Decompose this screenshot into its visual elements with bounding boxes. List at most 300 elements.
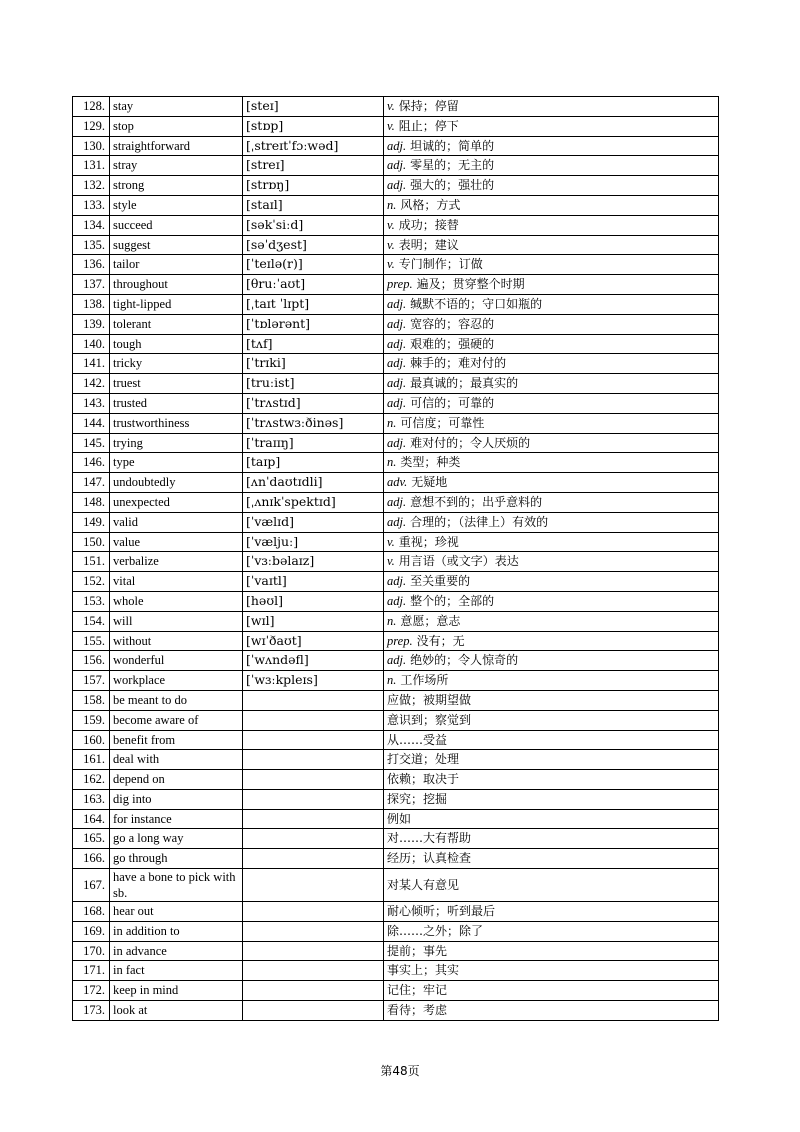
- table-row: [73, 314, 719, 334]
- chinese-meaning: 绝妙的；令人惊奇的: [410, 653, 519, 668]
- part-of-speech: adj.: [387, 574, 407, 589]
- chinese-meaning: 零星的；无主的: [410, 158, 495, 173]
- entry-word: will: [110, 611, 243, 631]
- entry-number: 151.: [73, 552, 110, 572]
- entry-number: 150.: [73, 532, 110, 552]
- entry-number: 171.: [73, 961, 110, 981]
- chinese-meaning: 耐心倾听；听到最后: [387, 904, 496, 919]
- entry-word: succeed: [110, 215, 243, 235]
- entry-word: go a long way: [110, 829, 243, 849]
- chinese-meaning: 难对付的；令人厌烦的: [410, 435, 531, 450]
- entry-phonetic: [ˈvɜːbəlaɪz]: [243, 552, 384, 572]
- entry-phonetic: [243, 789, 384, 809]
- table-row: [73, 1001, 719, 1021]
- vocab-table-body: [73, 97, 719, 1021]
- entry-meaning-cell: [384, 116, 719, 136]
- entry-word: tailor: [110, 255, 243, 275]
- entry-word: verbalize: [110, 552, 243, 572]
- part-of-speech: v.: [387, 99, 395, 113]
- entry-meaning-cell: [384, 809, 719, 829]
- part-of-speech: n.: [387, 197, 397, 212]
- entry-meaning-cell: [384, 631, 719, 651]
- part-of-speech: adj.: [387, 395, 407, 410]
- entry-phonetic: [streɪ]: [243, 156, 384, 176]
- entry-meaning-cell: [384, 572, 719, 592]
- entry-phonetic: [ˈvæljuː]: [243, 532, 384, 552]
- chinese-meaning: 风格；方式: [400, 197, 461, 212]
- entry-number: 154.: [73, 611, 110, 631]
- entry-meaning-cell: [384, 1001, 719, 1021]
- entry-phonetic: [ˈteɪlə(r)]: [243, 255, 384, 275]
- part-of-speech: adj.: [387, 158, 407, 173]
- entry-phonetic: [həʊl]: [243, 591, 384, 611]
- chinese-meaning: 没有；无: [416, 633, 465, 648]
- part-of-speech: adj.: [387, 653, 407, 668]
- chinese-meaning: 可信的；可靠的: [410, 395, 495, 410]
- chinese-meaning: 宽容的；容忍的: [410, 316, 495, 331]
- entry-phonetic: [243, 710, 384, 730]
- part-of-speech: v.: [387, 554, 395, 569]
- table-row: [73, 690, 719, 710]
- table-row: [73, 710, 719, 730]
- entry-number: 166.: [73, 849, 110, 869]
- part-of-speech: n.: [387, 673, 397, 688]
- table-row: [73, 902, 719, 922]
- entry-word: straightforward: [110, 136, 243, 156]
- entry-word: without: [110, 631, 243, 651]
- entry-number: 136.: [73, 255, 110, 275]
- entry-phonetic: [243, 770, 384, 790]
- entry-meaning-cell: [384, 770, 719, 790]
- chinese-meaning: 整个的；全部的: [410, 593, 495, 608]
- entry-word: become aware of: [110, 710, 243, 730]
- chinese-meaning: 打交道；处理: [387, 752, 460, 767]
- chinese-meaning: 可信度；可靠性: [400, 415, 485, 430]
- entry-word: trusted: [110, 393, 243, 413]
- entry-number: 152.: [73, 572, 110, 592]
- entry-word: truest: [110, 374, 243, 394]
- entry-word: deal with: [110, 750, 243, 770]
- entry-word: value: [110, 532, 243, 552]
- entry-word: dig into: [110, 789, 243, 809]
- entry-meaning-cell: [384, 961, 719, 981]
- table-row: [73, 671, 719, 691]
- chinese-meaning: 探究；挖掘: [387, 791, 448, 806]
- part-of-speech: adj.: [387, 593, 407, 608]
- part-of-speech: n.: [387, 415, 397, 430]
- entry-meaning-cell: [384, 902, 719, 922]
- chinese-meaning: 应做；被期望做: [387, 692, 472, 707]
- entry-word: trustworthiness: [110, 413, 243, 433]
- chinese-meaning: 对某人有意见: [387, 877, 460, 892]
- entry-word: in advance: [110, 941, 243, 961]
- entry-phonetic: [tʌf]: [243, 334, 384, 354]
- vocab-table: [72, 96, 719, 1021]
- chinese-meaning: 经历；认真检查: [387, 851, 472, 866]
- table-row: [73, 981, 719, 1001]
- entry-meaning-cell: [384, 453, 719, 473]
- table-row: [73, 473, 719, 493]
- chinese-meaning: 事实上；其实: [387, 963, 460, 978]
- entry-number: 173.: [73, 1001, 110, 1021]
- table-row: [73, 156, 719, 176]
- entry-phonetic: [ˈtrʌstwɜːðinəs]: [243, 413, 384, 433]
- chinese-meaning: 记住；牢记: [387, 983, 448, 998]
- entry-number: 140.: [73, 334, 110, 354]
- entry-phonetic: [243, 869, 384, 902]
- entry-number: 138.: [73, 294, 110, 314]
- entry-number: 159.: [73, 710, 110, 730]
- entry-number: 139.: [73, 314, 110, 334]
- part-of-speech: adj.: [387, 494, 407, 509]
- entry-word: keep in mind: [110, 981, 243, 1001]
- table-row: [73, 921, 719, 941]
- entry-word: in fact: [110, 961, 243, 981]
- chinese-meaning: 遍及；贯穿整个时期: [416, 277, 525, 292]
- chinese-meaning: 类型；种类: [400, 455, 461, 470]
- entry-meaning-cell: [384, 294, 719, 314]
- part-of-speech: v.: [387, 257, 395, 272]
- entry-phonetic: [243, 849, 384, 869]
- table-row: [73, 235, 719, 255]
- entry-meaning-cell: [384, 750, 719, 770]
- entry-phonetic: [243, 809, 384, 829]
- entry-word: valid: [110, 512, 243, 532]
- entry-number: 146.: [73, 453, 110, 473]
- entry-number: 161.: [73, 750, 110, 770]
- entry-word: throughout: [110, 275, 243, 295]
- entry-number: 130.: [73, 136, 110, 156]
- entry-word: be meant to do: [110, 690, 243, 710]
- table-row: [73, 136, 719, 156]
- part-of-speech: v.: [387, 217, 395, 232]
- entry-phonetic: [ʌnˈdaʊtɪdli]: [243, 473, 384, 493]
- table-row: [73, 572, 719, 592]
- entry-meaning-cell: [384, 473, 719, 493]
- part-of-speech: prep.: [387, 277, 413, 292]
- chinese-meaning: 提前；事先: [387, 943, 448, 958]
- entry-meaning-cell: [384, 215, 719, 235]
- entry-number: 141.: [73, 354, 110, 374]
- entry-word: tricky: [110, 354, 243, 374]
- entry-number: 133.: [73, 195, 110, 215]
- entry-number: 137.: [73, 275, 110, 295]
- entry-number: 135.: [73, 235, 110, 255]
- entry-meaning-cell: [384, 413, 719, 433]
- entry-number: 131.: [73, 156, 110, 176]
- entry-phonetic: [taɪp]: [243, 453, 384, 473]
- table-row: [73, 512, 719, 532]
- entry-number: 162.: [73, 770, 110, 790]
- entry-word: strong: [110, 176, 243, 196]
- table-row: [73, 294, 719, 314]
- table-row: [73, 354, 719, 374]
- chinese-meaning: 无疑地: [411, 475, 448, 490]
- entry-meaning-cell: [384, 869, 719, 902]
- entry-meaning-cell: [384, 235, 719, 255]
- entry-phonetic: [staɪl]: [243, 195, 384, 215]
- entry-phonetic: [ˈvælɪd]: [243, 512, 384, 532]
- chinese-meaning: 表明；建议: [398, 237, 459, 252]
- entry-word: tolerant: [110, 314, 243, 334]
- entry-meaning-cell: [384, 829, 719, 849]
- entry-meaning-cell: [384, 176, 719, 196]
- table-row: [73, 730, 719, 750]
- part-of-speech: n.: [387, 455, 397, 470]
- part-of-speech: adj.: [387, 178, 407, 193]
- entry-meaning-cell: [384, 532, 719, 552]
- entry-word: trying: [110, 433, 243, 453]
- entry-phonetic: [ˈwɜːkpleɪs]: [243, 671, 384, 691]
- entry-phonetic: [səkˈsiːd]: [243, 215, 384, 235]
- table-row: [73, 961, 719, 981]
- entry-word: have a bone to pick with sb.: [110, 869, 243, 902]
- chinese-meaning: 坦诚的；简单的: [410, 138, 495, 153]
- entry-meaning-cell: [384, 710, 719, 730]
- chinese-meaning: 意愿；意志: [400, 613, 461, 628]
- entry-word: unexpected: [110, 492, 243, 512]
- part-of-speech: v.: [387, 534, 395, 549]
- chinese-meaning: 例如: [387, 811, 412, 826]
- table-row: [73, 215, 719, 235]
- table-row: [73, 374, 719, 394]
- chinese-meaning: 意想不到的；出乎意料的: [410, 494, 543, 509]
- entry-phonetic: [243, 730, 384, 750]
- table-row: [73, 116, 719, 136]
- table-row: [73, 552, 719, 572]
- entry-number: 153.: [73, 591, 110, 611]
- entry-number: 142.: [73, 374, 110, 394]
- chinese-meaning: 棘手的；难对付的: [410, 356, 507, 371]
- chinese-meaning: 成功；接替: [398, 217, 459, 232]
- chinese-meaning: 阻止；停下: [398, 118, 459, 133]
- entry-number: 128.: [73, 97, 110, 117]
- entry-phonetic: [ˈwʌndəfl]: [243, 651, 384, 671]
- part-of-speech: adj.: [387, 336, 407, 351]
- entry-number: 147.: [73, 473, 110, 493]
- part-of-speech: adj.: [387, 514, 407, 529]
- entry-phonetic: [ˌtaɪt ˈlɪpt]: [243, 294, 384, 314]
- entry-phonetic: [truːist]: [243, 374, 384, 394]
- table-row: [73, 334, 719, 354]
- entry-word: in addition to: [110, 921, 243, 941]
- table-row: [73, 631, 719, 651]
- entry-meaning-cell: [384, 492, 719, 512]
- entry-phonetic: [ˈtrʌstɪd]: [243, 393, 384, 413]
- entry-phonetic: [243, 921, 384, 941]
- entry-number: 148.: [73, 492, 110, 512]
- chinese-meaning: 保持；停留: [398, 99, 459, 113]
- entry-word: workplace: [110, 671, 243, 691]
- entry-phonetic: [ˈtrɪki]: [243, 354, 384, 374]
- entry-number: 145.: [73, 433, 110, 453]
- table-row: [73, 789, 719, 809]
- page-number: 第48页: [380, 1064, 420, 1078]
- entry-meaning-cell: [384, 671, 719, 691]
- entry-word: stay: [110, 97, 243, 117]
- entry-phonetic: [243, 1001, 384, 1021]
- chinese-meaning: 缄默不语的；守口如瓶的: [410, 296, 543, 311]
- table-row: [73, 453, 719, 473]
- entry-phonetic: [243, 750, 384, 770]
- entry-meaning-cell: [384, 690, 719, 710]
- entry-meaning-cell: [384, 97, 719, 117]
- entry-meaning-cell: [384, 433, 719, 453]
- entry-phonetic: [wɪˈðaʊt]: [243, 631, 384, 651]
- table-row: [73, 651, 719, 671]
- part-of-speech: n.: [387, 613, 397, 628]
- chinese-meaning: 合理的；（法律上）有效的: [410, 514, 549, 529]
- entry-meaning-cell: [384, 921, 719, 941]
- entry-meaning-cell: [384, 730, 719, 750]
- chinese-meaning: 意识到；察觉到: [387, 712, 472, 727]
- entry-meaning-cell: [384, 156, 719, 176]
- entry-phonetic: [ˌstreɪtˈfɔːwəd]: [243, 136, 384, 156]
- entry-meaning-cell: [384, 512, 719, 532]
- chinese-meaning: 强大的；强壮的: [410, 178, 495, 193]
- entry-word: benefit from: [110, 730, 243, 750]
- table-row: [73, 770, 719, 790]
- table-row: [73, 750, 719, 770]
- entry-word: depend on: [110, 770, 243, 790]
- entry-number: 172.: [73, 981, 110, 1001]
- entry-meaning-cell: [384, 255, 719, 275]
- entry-meaning-cell: [384, 981, 719, 1001]
- entry-number: 155.: [73, 631, 110, 651]
- entry-phonetic: [ˌʌnɪkˈspektɪd]: [243, 492, 384, 512]
- entry-number: 149.: [73, 512, 110, 532]
- entry-word: style: [110, 195, 243, 215]
- part-of-speech: adv.: [387, 475, 408, 490]
- part-of-speech: adj.: [387, 356, 407, 371]
- entry-number: 144.: [73, 413, 110, 433]
- chinese-meaning: 看待；考虑: [387, 1003, 448, 1018]
- table-row: [73, 941, 719, 961]
- entry-number: 163.: [73, 789, 110, 809]
- entry-number: 167.: [73, 869, 110, 902]
- entry-word: whole: [110, 591, 243, 611]
- table-row: [73, 809, 719, 829]
- entry-word: tight-lipped: [110, 294, 243, 314]
- entry-meaning-cell: [384, 591, 719, 611]
- entry-phonetic: [θruːˈaʊt]: [243, 275, 384, 295]
- entry-word: suggest: [110, 235, 243, 255]
- part-of-speech: adj.: [387, 296, 407, 311]
- entry-number: 157.: [73, 671, 110, 691]
- entry-word: type: [110, 453, 243, 473]
- entry-meaning-cell: [384, 849, 719, 869]
- table-row: [73, 849, 719, 869]
- part-of-speech: adj.: [387, 435, 407, 450]
- entry-number: 160.: [73, 730, 110, 750]
- entry-phonetic: [243, 690, 384, 710]
- entry-word: undoubtedly: [110, 473, 243, 493]
- chinese-meaning: 专门制作；订做: [398, 257, 483, 272]
- entry-meaning-cell: [384, 789, 719, 809]
- entry-word: wonderful: [110, 651, 243, 671]
- table-row: [73, 255, 719, 275]
- part-of-speech: prep.: [387, 633, 413, 648]
- part-of-speech: adj.: [387, 376, 407, 391]
- entry-meaning-cell: [384, 314, 719, 334]
- entry-phonetic: [ˈvaɪtl]: [243, 572, 384, 592]
- entry-meaning-cell: [384, 275, 719, 295]
- table-row: [73, 97, 719, 117]
- chinese-meaning: 对……大有帮助: [387, 831, 472, 846]
- entry-meaning-cell: [384, 393, 719, 413]
- entry-word: for instance: [110, 809, 243, 829]
- entry-phonetic: [ˈtɒlərənt]: [243, 314, 384, 334]
- table-row: [73, 433, 719, 453]
- table-row: [73, 611, 719, 631]
- entry-phonetic: [243, 829, 384, 849]
- chinese-meaning: 至关重要的: [410, 574, 471, 589]
- table-row: [73, 829, 719, 849]
- entry-phonetic: [wɪl]: [243, 611, 384, 631]
- table-row: [73, 869, 719, 902]
- chinese-meaning: 从……受益: [387, 732, 448, 747]
- table-row: [73, 591, 719, 611]
- entry-number: 129.: [73, 116, 110, 136]
- chinese-meaning: 依赖；取决于: [387, 772, 460, 787]
- entry-meaning-cell: [384, 354, 719, 374]
- entry-meaning-cell: [384, 136, 719, 156]
- entry-number: 164.: [73, 809, 110, 829]
- entry-phonetic: [səˈdʒest]: [243, 235, 384, 255]
- entry-number: 169.: [73, 921, 110, 941]
- entry-word: tough: [110, 334, 243, 354]
- table-row: [73, 176, 719, 196]
- chinese-meaning: 工作场所: [400, 673, 449, 688]
- entry-meaning-cell: [384, 941, 719, 961]
- table-row: [73, 532, 719, 552]
- chinese-meaning: 除……之外；除了: [387, 923, 484, 938]
- entry-phonetic: [243, 902, 384, 922]
- entry-phonetic: [steɪ]: [243, 97, 384, 117]
- table-row: [73, 393, 719, 413]
- entry-number: 156.: [73, 651, 110, 671]
- entry-word: go through: [110, 849, 243, 869]
- entry-word: look at: [110, 1001, 243, 1021]
- entry-number: 134.: [73, 215, 110, 235]
- entry-meaning-cell: [384, 611, 719, 631]
- entry-word: hear out: [110, 902, 243, 922]
- entry-number: 158.: [73, 690, 110, 710]
- entry-meaning-cell: [384, 552, 719, 572]
- entry-meaning-cell: [384, 651, 719, 671]
- entry-phonetic: [243, 941, 384, 961]
- part-of-speech: v.: [387, 118, 395, 133]
- entry-number: 165.: [73, 829, 110, 849]
- part-of-speech: adj.: [387, 138, 407, 153]
- entry-word: stray: [110, 156, 243, 176]
- entry-meaning-cell: [384, 334, 719, 354]
- entry-number: 168.: [73, 902, 110, 922]
- entry-phonetic: [243, 961, 384, 981]
- entry-number: 143.: [73, 393, 110, 413]
- table-row: [73, 492, 719, 512]
- entry-phonetic: [stɒp]: [243, 116, 384, 136]
- entry-meaning-cell: [384, 374, 719, 394]
- entry-phonetic: [ˈtraɪɪŋ]: [243, 433, 384, 453]
- part-of-speech: adj.: [387, 316, 407, 331]
- chinese-meaning: 重视；珍视: [398, 534, 459, 549]
- table-row: [73, 195, 719, 215]
- entry-meaning-cell: [384, 195, 719, 215]
- table-row: [73, 275, 719, 295]
- entry-number: 132.: [73, 176, 110, 196]
- entry-word: stop: [110, 116, 243, 136]
